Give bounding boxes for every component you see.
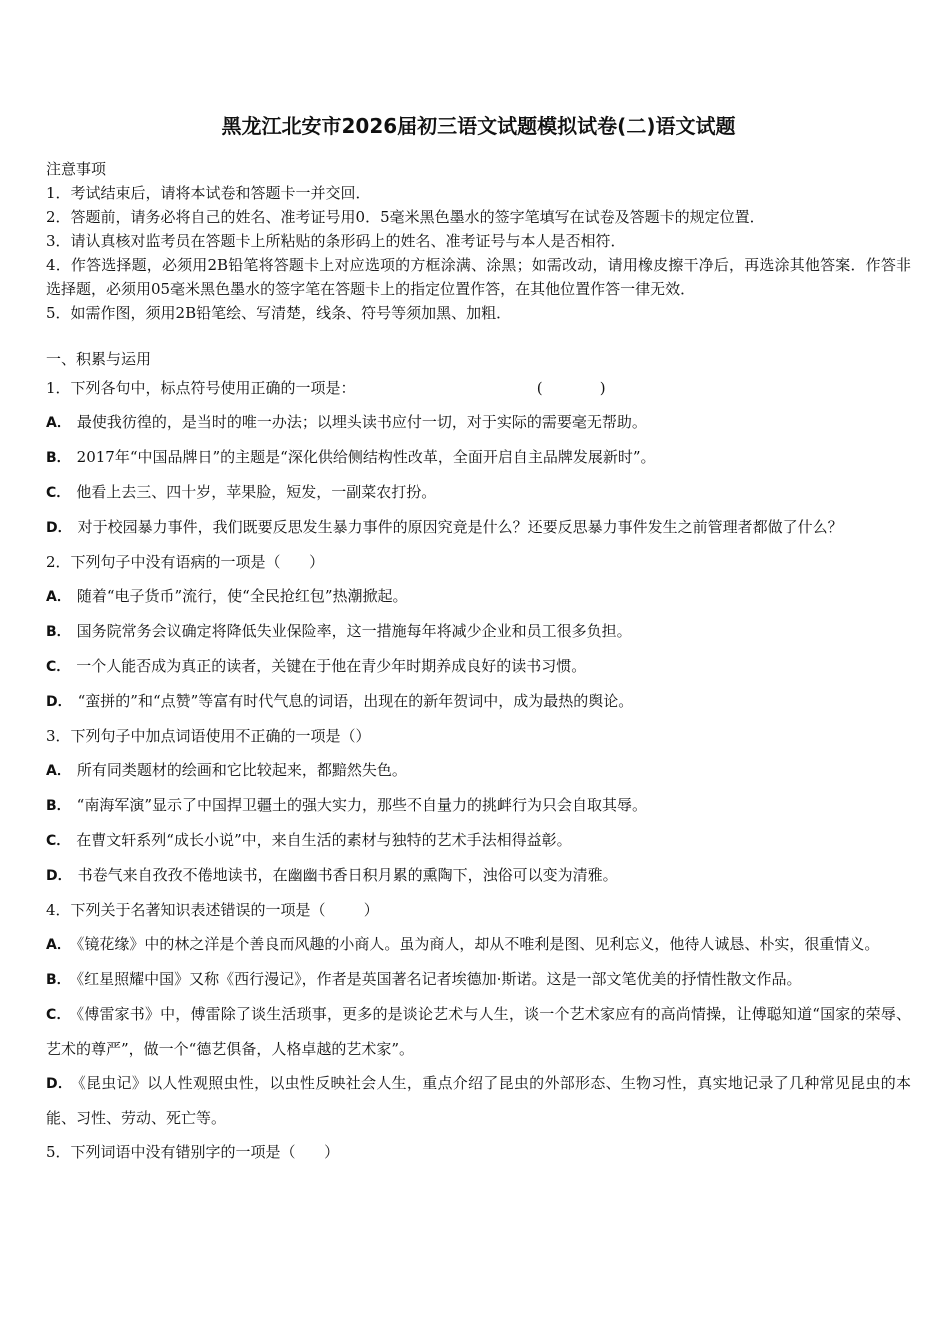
notice-heading: 注意事项: [46, 160, 107, 178]
page-title: 黑龙江北安市2026届初三语文试题模拟试卷(二)语文试题: [221, 114, 736, 138]
notice-item: 1．考试结束后，请将本试卷和答题卡一并交回．: [46, 184, 371, 202]
option-text: 国务院常务会议确定将降低失业保险率，这一措施每年将减少企业和员工很多负担。: [76, 622, 632, 640]
option-text: 随着“电子货币”流行，使“全民抢红包”热潮掀起。: [76, 587, 408, 605]
option-letter: C．: [46, 1007, 71, 1023]
option-b: [46, 614, 911, 649]
option-c: [46, 997, 911, 1066]
option-d: [46, 510, 911, 545]
option-d: [46, 858, 911, 893]
option-letter: D．: [46, 520, 72, 536]
option-text: 《红星照耀中国》又称《西行漫记》，作者是英国著名记者埃德加·斯诺。这是一部文笔优美的抒情性散文作品。: [76, 970, 802, 988]
option-c: [46, 649, 911, 684]
question-number: 2．: [46, 553, 71, 571]
option-letter: B．: [46, 798, 71, 814]
option-letter: D．: [46, 868, 72, 884]
question-stem: [46, 371, 911, 405]
notice-block: [46, 157, 911, 325]
option-letter: D．: [46, 1076, 73, 1092]
option-text: 2017年“中国品牌日”的主题是“深化供给侧结构性改革，全面开启自主品牌发展新时”。: [76, 448, 656, 466]
question-stem: [46, 545, 911, 579]
option-text: 在曹文轩系列“成长小说”中，来自生活的素材与独特的艺术手法相得益彰。: [76, 831, 572, 849]
option-b: [46, 962, 911, 997]
option-letter: D．: [46, 694, 72, 710]
question-text: 下列关于名著知识表述错误的一项是（ ）: [70, 901, 379, 919]
option-b: [46, 440, 911, 475]
option-text: 一个人能否成为真正的读者，关键在于他在青少年时期养成良好的读书习惯。: [76, 657, 587, 675]
option-text: “南海军演”显示了中国捍卫疆土的强大实力，那些不自量力的挑衅行为只会自取其辱。: [76, 796, 648, 814]
option-c: [46, 823, 911, 858]
option-a: [46, 405, 911, 440]
notice-item: 4．作答选择题，必须用2B铅笔将答题卡上对应选项的方框涂满、涂黑；如需改动，请用橡皮擦干净后，再选涂其他答案．作答非选择题，必须用05毫米黑色墨水的签字笔在答题卡上的指定位置作答，在其他位置作答一律无效．: [46, 256, 911, 298]
question-number: 4．: [46, 901, 71, 919]
question-3: [46, 719, 911, 893]
option-letter: B．: [46, 624, 71, 640]
option-a: [46, 753, 911, 788]
question-2: [46, 545, 911, 719]
question-stem: [46, 1135, 911, 1169]
option-text: 他看上去三、四十岁，苹果脸，短发，一副菜农打扮。: [76, 483, 437, 501]
option-text: 《傅雷家书》中，傅雷除了谈生活琐事，更多的是谈论艺术与人生，谈一个艺术家应有的高尚情操，让傅聪知道“国家的荣辱、艺术的尊严”，做一个“德艺俱备，人格卓越的艺术家”。: [46, 1005, 911, 1058]
option-letter: A．: [46, 415, 71, 431]
question-1: [46, 371, 911, 545]
option-letter: B．: [46, 450, 71, 466]
option-text: “蛮拼的”和“点赞”等富有时代气息的词语，出现在的新年贺词中，成为最热的舆论。: [77, 692, 634, 710]
notice-item: 3．请认真核对监考员在答题卡上所粘贴的条形码上的姓名、准考证号与本人是否相符．: [46, 232, 626, 250]
option-text: 对于校园暴力事件，我们既要反思发生暴力事件的原因究竟是什么？还要反思暴力事件发生之前管理者都做了什么？: [77, 518, 843, 536]
option-text: 最使我彷徨的，是当时的唯一办法；以埋头读书应付一切，对于实际的需要毫无帮助。: [76, 413, 647, 431]
question-4: [46, 893, 911, 1135]
option-text: 所有同类题材的绘画和它比较起来，都黯然失色。: [76, 761, 407, 779]
option-a: [46, 927, 911, 962]
option-letter: C．: [46, 833, 71, 849]
exam-page: [46, 110, 911, 1169]
question-text: 下列各句中，标点符号使用正确的一项是： ( ): [70, 379, 606, 397]
question-text: 下列词语中没有错别字的一项是（ ）: [70, 1143, 340, 1161]
option-letter: B．: [46, 972, 71, 988]
option-c: [46, 475, 911, 510]
option-letter: A．: [46, 937, 71, 953]
notice-item: 2．答题前，请务必将自己的姓名、准考证号用0．5毫米黑色墨水的签字笔填写在试卷及答题卡的规定位置．: [46, 208, 765, 226]
option-letter: C．: [46, 659, 71, 675]
option-text: 《镜花缘》中的林之洋是个善良而风趣的小商人。虽为商人，却从不唯利是图、见利忘义，他待人诚恳、朴实，很重情义。: [76, 935, 880, 953]
option-letter: C．: [46, 485, 71, 501]
option-letter: A．: [46, 763, 71, 779]
option-d: [46, 1066, 911, 1135]
option-d: [46, 684, 911, 719]
question-number: 5．: [46, 1143, 71, 1161]
question-text: 下列句子中没有语病的一项是（ ）: [70, 553, 325, 571]
question-stem: [46, 893, 911, 927]
option-a: [46, 579, 911, 614]
option-b: [46, 788, 911, 823]
option-text: 书卷气来自孜孜不倦地读书，在幽幽书香日积月累的熏陶下，浊俗可以变为清雅。: [77, 866, 618, 884]
question-text: 下列句子中加点词语使用不正确的一项是（）: [70, 727, 371, 745]
question-5: [46, 1135, 911, 1169]
question-number: 3．: [46, 727, 71, 745]
option-letter: A．: [46, 589, 71, 605]
notice-item: 5．如需作图，须用2B铅笔绘、写清楚，线条、符号等须加黑、加粗．: [46, 304, 512, 322]
option-text: 《昆虫记》以人性观照虫性，以虫性反映社会人生，重点介绍了昆虫的外部形态、生物习性，真实地记录了几种常见昆虫的本能、习性、劳动、死亡等。: [46, 1074, 911, 1127]
question-stem: [46, 719, 911, 753]
section-heading: 一、积累与运用: [46, 350, 152, 368]
question-number: 1．: [46, 379, 71, 397]
